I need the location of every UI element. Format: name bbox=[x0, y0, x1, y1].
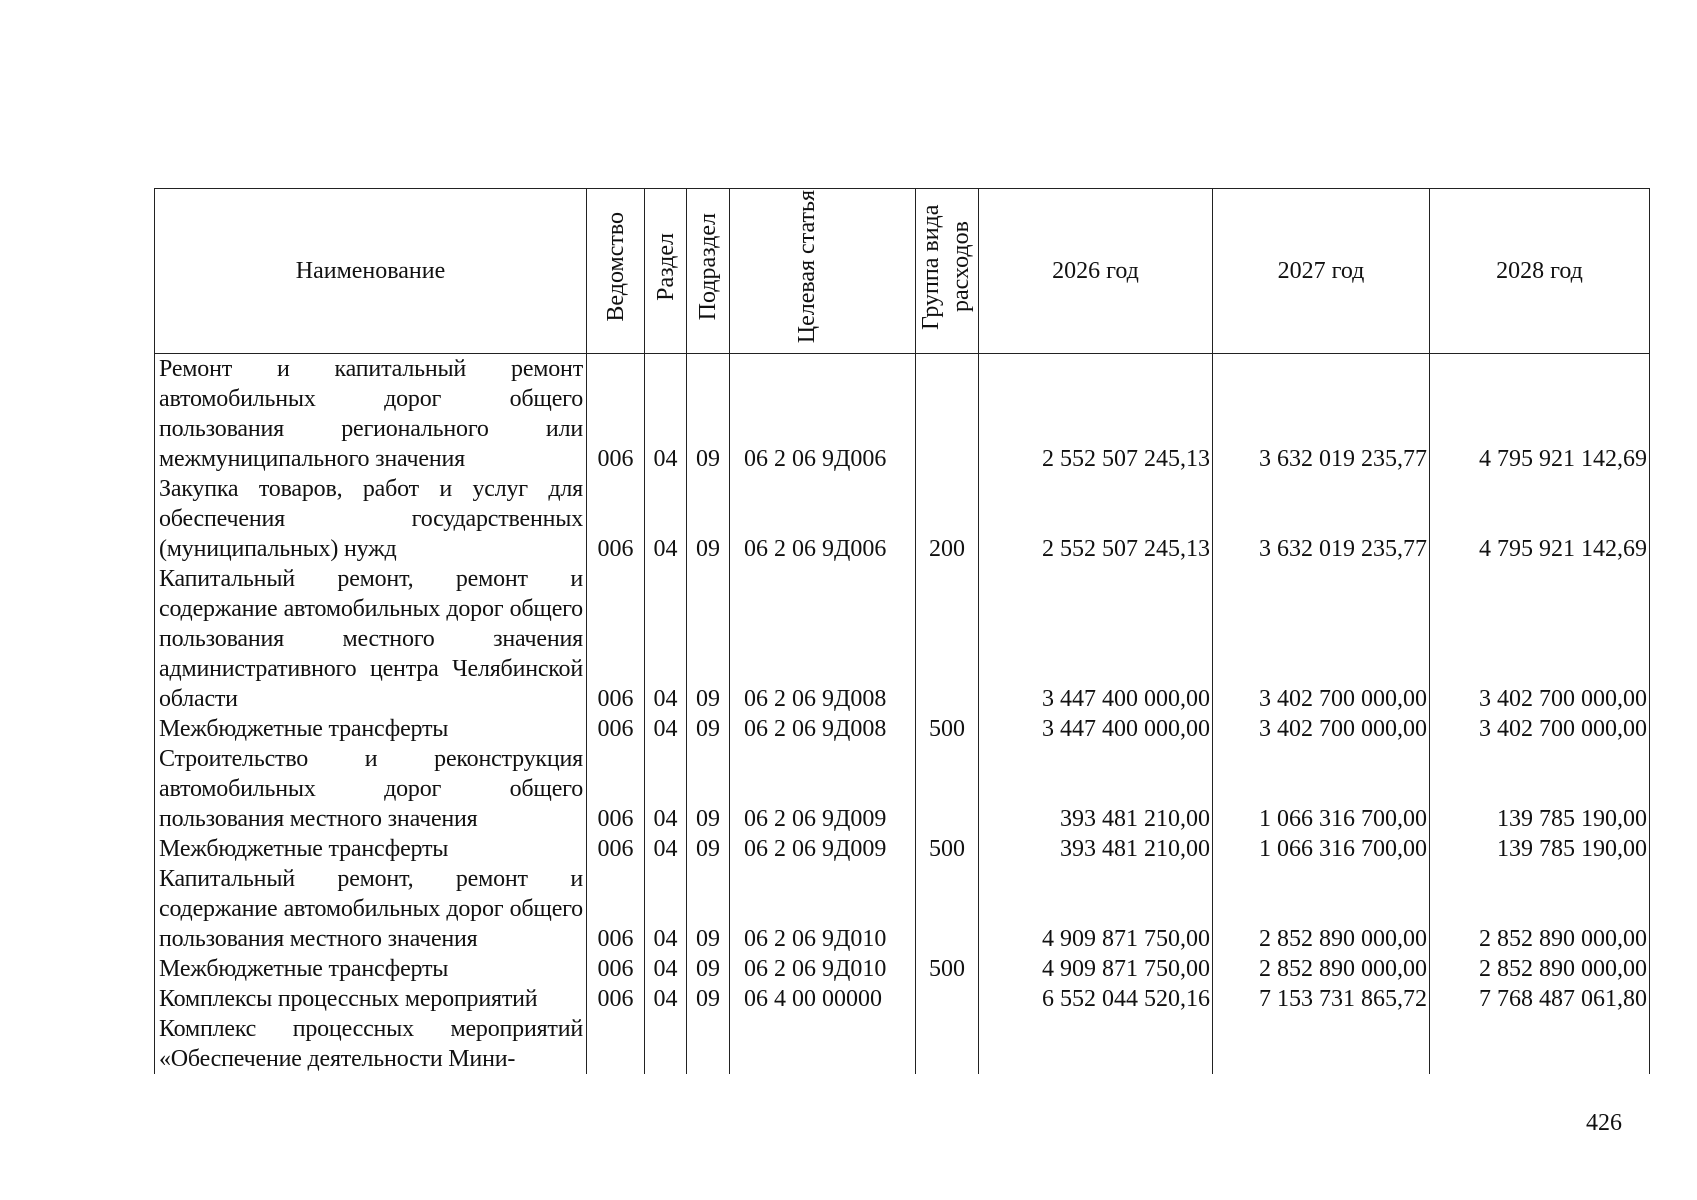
row-value-2028: 139 785 190,00 bbox=[1430, 744, 1650, 834]
header-2026: 2026 год bbox=[979, 189, 1213, 354]
row-podrazdel: 09 bbox=[687, 864, 730, 954]
row-name: Капитальный ремонт, ремонт и содержание автомобильных дорог общего пользования местного значения административного центра Челябинской области bbox=[155, 564, 587, 714]
header-celevaya-statya: Целевая статья bbox=[730, 189, 916, 354]
row-podrazdel: 09 bbox=[687, 744, 730, 834]
row-name: Капитальный ремонт, ремонт и содержание автомобильных дорог общего пользования местного значения bbox=[155, 864, 587, 954]
row-name: Комплекс процессных мероприятий «Обеспечение деятельности Мини- bbox=[155, 1014, 587, 1074]
row-value-2026: 3 447 400 000,00 bbox=[979, 714, 1213, 744]
row-razdel: 04 bbox=[645, 354, 687, 475]
row-value-2028: 7 768 487 061,80 bbox=[1430, 984, 1650, 1014]
row-razdel: 04 bbox=[645, 714, 687, 744]
row-name: Ремонт и капитальный ремонт автомобильных дорог общего пользования регионального или межмуниципального значения bbox=[155, 354, 587, 475]
row-value-2027: 7 153 731 865,72 bbox=[1213, 984, 1430, 1014]
row-podrazdel: 09 bbox=[687, 354, 730, 475]
row-vedomstvo: 006 bbox=[587, 984, 645, 1014]
row-name: Закупка товаров, работ и услуг для обеспечения государственных (муниципальных) нужд bbox=[155, 474, 587, 564]
table-row bbox=[155, 864, 1650, 954]
header-2027: 2027 год bbox=[1213, 189, 1430, 354]
row-value-2028: 3 402 700 000,00 bbox=[1430, 564, 1650, 714]
row-name: Межбюджетные трансферты bbox=[155, 714, 587, 744]
table-row bbox=[155, 954, 1650, 984]
row-gruppa bbox=[916, 564, 979, 714]
row-celevaya-statya: 06 2 06 9Д010 bbox=[730, 954, 916, 984]
row-vedomstvo: 006 bbox=[587, 714, 645, 744]
row-value-2028: 139 785 190,00 bbox=[1430, 834, 1650, 864]
row-celevaya-statya: 06 2 06 9Д006 bbox=[730, 354, 916, 475]
row-gruppa: 500 bbox=[916, 954, 979, 984]
table-row bbox=[155, 564, 1650, 714]
row-value-2028: 4 795 921 142,69 bbox=[1430, 474, 1650, 564]
table-row-continued bbox=[155, 1014, 1650, 1074]
table-row bbox=[155, 984, 1650, 1014]
row-podrazdel: 09 bbox=[687, 984, 730, 1014]
row-value-2028: 2 852 890 000,00 bbox=[1430, 864, 1650, 954]
row-razdel: 04 bbox=[645, 954, 687, 984]
table-row bbox=[155, 474, 1650, 564]
header-podrazdel: Подраздел bbox=[687, 189, 730, 354]
row-value-2027: 3 402 700 000,00 bbox=[1213, 714, 1430, 744]
header-name: Наименование bbox=[155, 189, 587, 354]
table-header-row bbox=[155, 189, 1650, 354]
row-value-2026: 6 552 044 520,16 bbox=[979, 984, 1213, 1014]
row-vedomstvo: 006 bbox=[587, 474, 645, 564]
row-name: Комплексы процессных мероприятий bbox=[155, 984, 587, 1014]
row-value-2028: 3 402 700 000,00 bbox=[1430, 714, 1650, 744]
row-value-2027: 2 852 890 000,00 bbox=[1213, 954, 1430, 984]
table-row bbox=[155, 354, 1650, 475]
row-celevaya-statya: 06 2 06 9Д008 bbox=[730, 564, 916, 714]
row-vedomstvo: 006 bbox=[587, 834, 645, 864]
row-razdel: 04 bbox=[645, 834, 687, 864]
row-value-2026: 4 909 871 750,00 bbox=[979, 864, 1213, 954]
row-gruppa: 500 bbox=[916, 834, 979, 864]
row-value-2026: 2 552 507 245,13 bbox=[979, 354, 1213, 475]
row-value-2026: 393 481 210,00 bbox=[979, 834, 1213, 864]
row-vedomstvo: 006 bbox=[587, 864, 645, 954]
row-value-2027: 3 402 700 000,00 bbox=[1213, 564, 1430, 714]
row-value-2026: 3 447 400 000,00 bbox=[979, 564, 1213, 714]
row-celevaya-statya: 06 2 06 9Д008 bbox=[730, 714, 916, 744]
row-value-2026: 2 552 507 245,13 bbox=[979, 474, 1213, 564]
row-value-2026: 393 481 210,00 bbox=[979, 744, 1213, 834]
row-gruppa bbox=[916, 864, 979, 954]
page-number: 426 bbox=[1586, 1110, 1622, 1136]
row-podrazdel: 09 bbox=[687, 564, 730, 714]
row-value-2027: 3 632 019 235,77 bbox=[1213, 354, 1430, 475]
row-celevaya-statya: 06 2 06 9Д006 bbox=[730, 474, 916, 564]
row-gruppa bbox=[916, 354, 979, 475]
row-celevaya-statya: 06 2 06 9Д010 bbox=[730, 864, 916, 954]
budget-table bbox=[154, 188, 1650, 1074]
row-value-2026: 4 909 871 750,00 bbox=[979, 954, 1213, 984]
row-razdel: 04 bbox=[645, 474, 687, 564]
row-value-2027: 1 066 316 700,00 bbox=[1213, 834, 1430, 864]
row-value-2027: 1 066 316 700,00 bbox=[1213, 744, 1430, 834]
row-vedomstvo: 006 bbox=[587, 744, 645, 834]
row-vedomstvo: 006 bbox=[587, 954, 645, 984]
row-razdel: 04 bbox=[645, 864, 687, 954]
header-gruppa-vida-rashodov: Группа вида расходов bbox=[916, 189, 979, 354]
row-razdel: 04 bbox=[645, 744, 687, 834]
table-row bbox=[155, 714, 1650, 744]
table-row bbox=[155, 834, 1650, 864]
row-value-2028: 4 795 921 142,69 bbox=[1430, 354, 1650, 475]
row-value-2027: 3 632 019 235,77 bbox=[1213, 474, 1430, 564]
row-value-2027: 2 852 890 000,00 bbox=[1213, 864, 1430, 954]
row-razdel: 04 bbox=[645, 564, 687, 714]
row-podrazdel: 09 bbox=[687, 954, 730, 984]
row-name: Межбюджетные трансферты bbox=[155, 954, 587, 984]
row-vedomstvo: 006 bbox=[587, 354, 645, 475]
row-celevaya-statya: 06 2 06 9Д009 bbox=[730, 834, 916, 864]
row-name: Межбюджетные трансферты bbox=[155, 834, 587, 864]
table-row bbox=[155, 744, 1650, 834]
row-podrazdel: 09 bbox=[687, 474, 730, 564]
header-vedomstvo: Ведомство bbox=[587, 189, 645, 354]
row-celevaya-statya: 06 2 06 9Д009 bbox=[730, 744, 916, 834]
row-vedomstvo: 006 bbox=[587, 564, 645, 714]
row-celevaya-statya: 06 4 00 00000 bbox=[730, 984, 916, 1014]
row-razdel: 04 bbox=[645, 984, 687, 1014]
header-2028: 2028 год bbox=[1430, 189, 1650, 354]
row-value-2028: 2 852 890 000,00 bbox=[1430, 954, 1650, 984]
row-gruppa bbox=[916, 984, 979, 1014]
row-gruppa: 200 bbox=[916, 474, 979, 564]
row-podrazdel: 09 bbox=[687, 834, 730, 864]
row-podrazdel: 09 bbox=[687, 714, 730, 744]
header-razdel: Раздел bbox=[645, 189, 687, 354]
row-name: Строительство и реконструкция автомобильных дорог общего пользования местного значения bbox=[155, 744, 587, 834]
row-gruppa: 500 bbox=[916, 714, 979, 744]
row-gruppa bbox=[916, 744, 979, 834]
